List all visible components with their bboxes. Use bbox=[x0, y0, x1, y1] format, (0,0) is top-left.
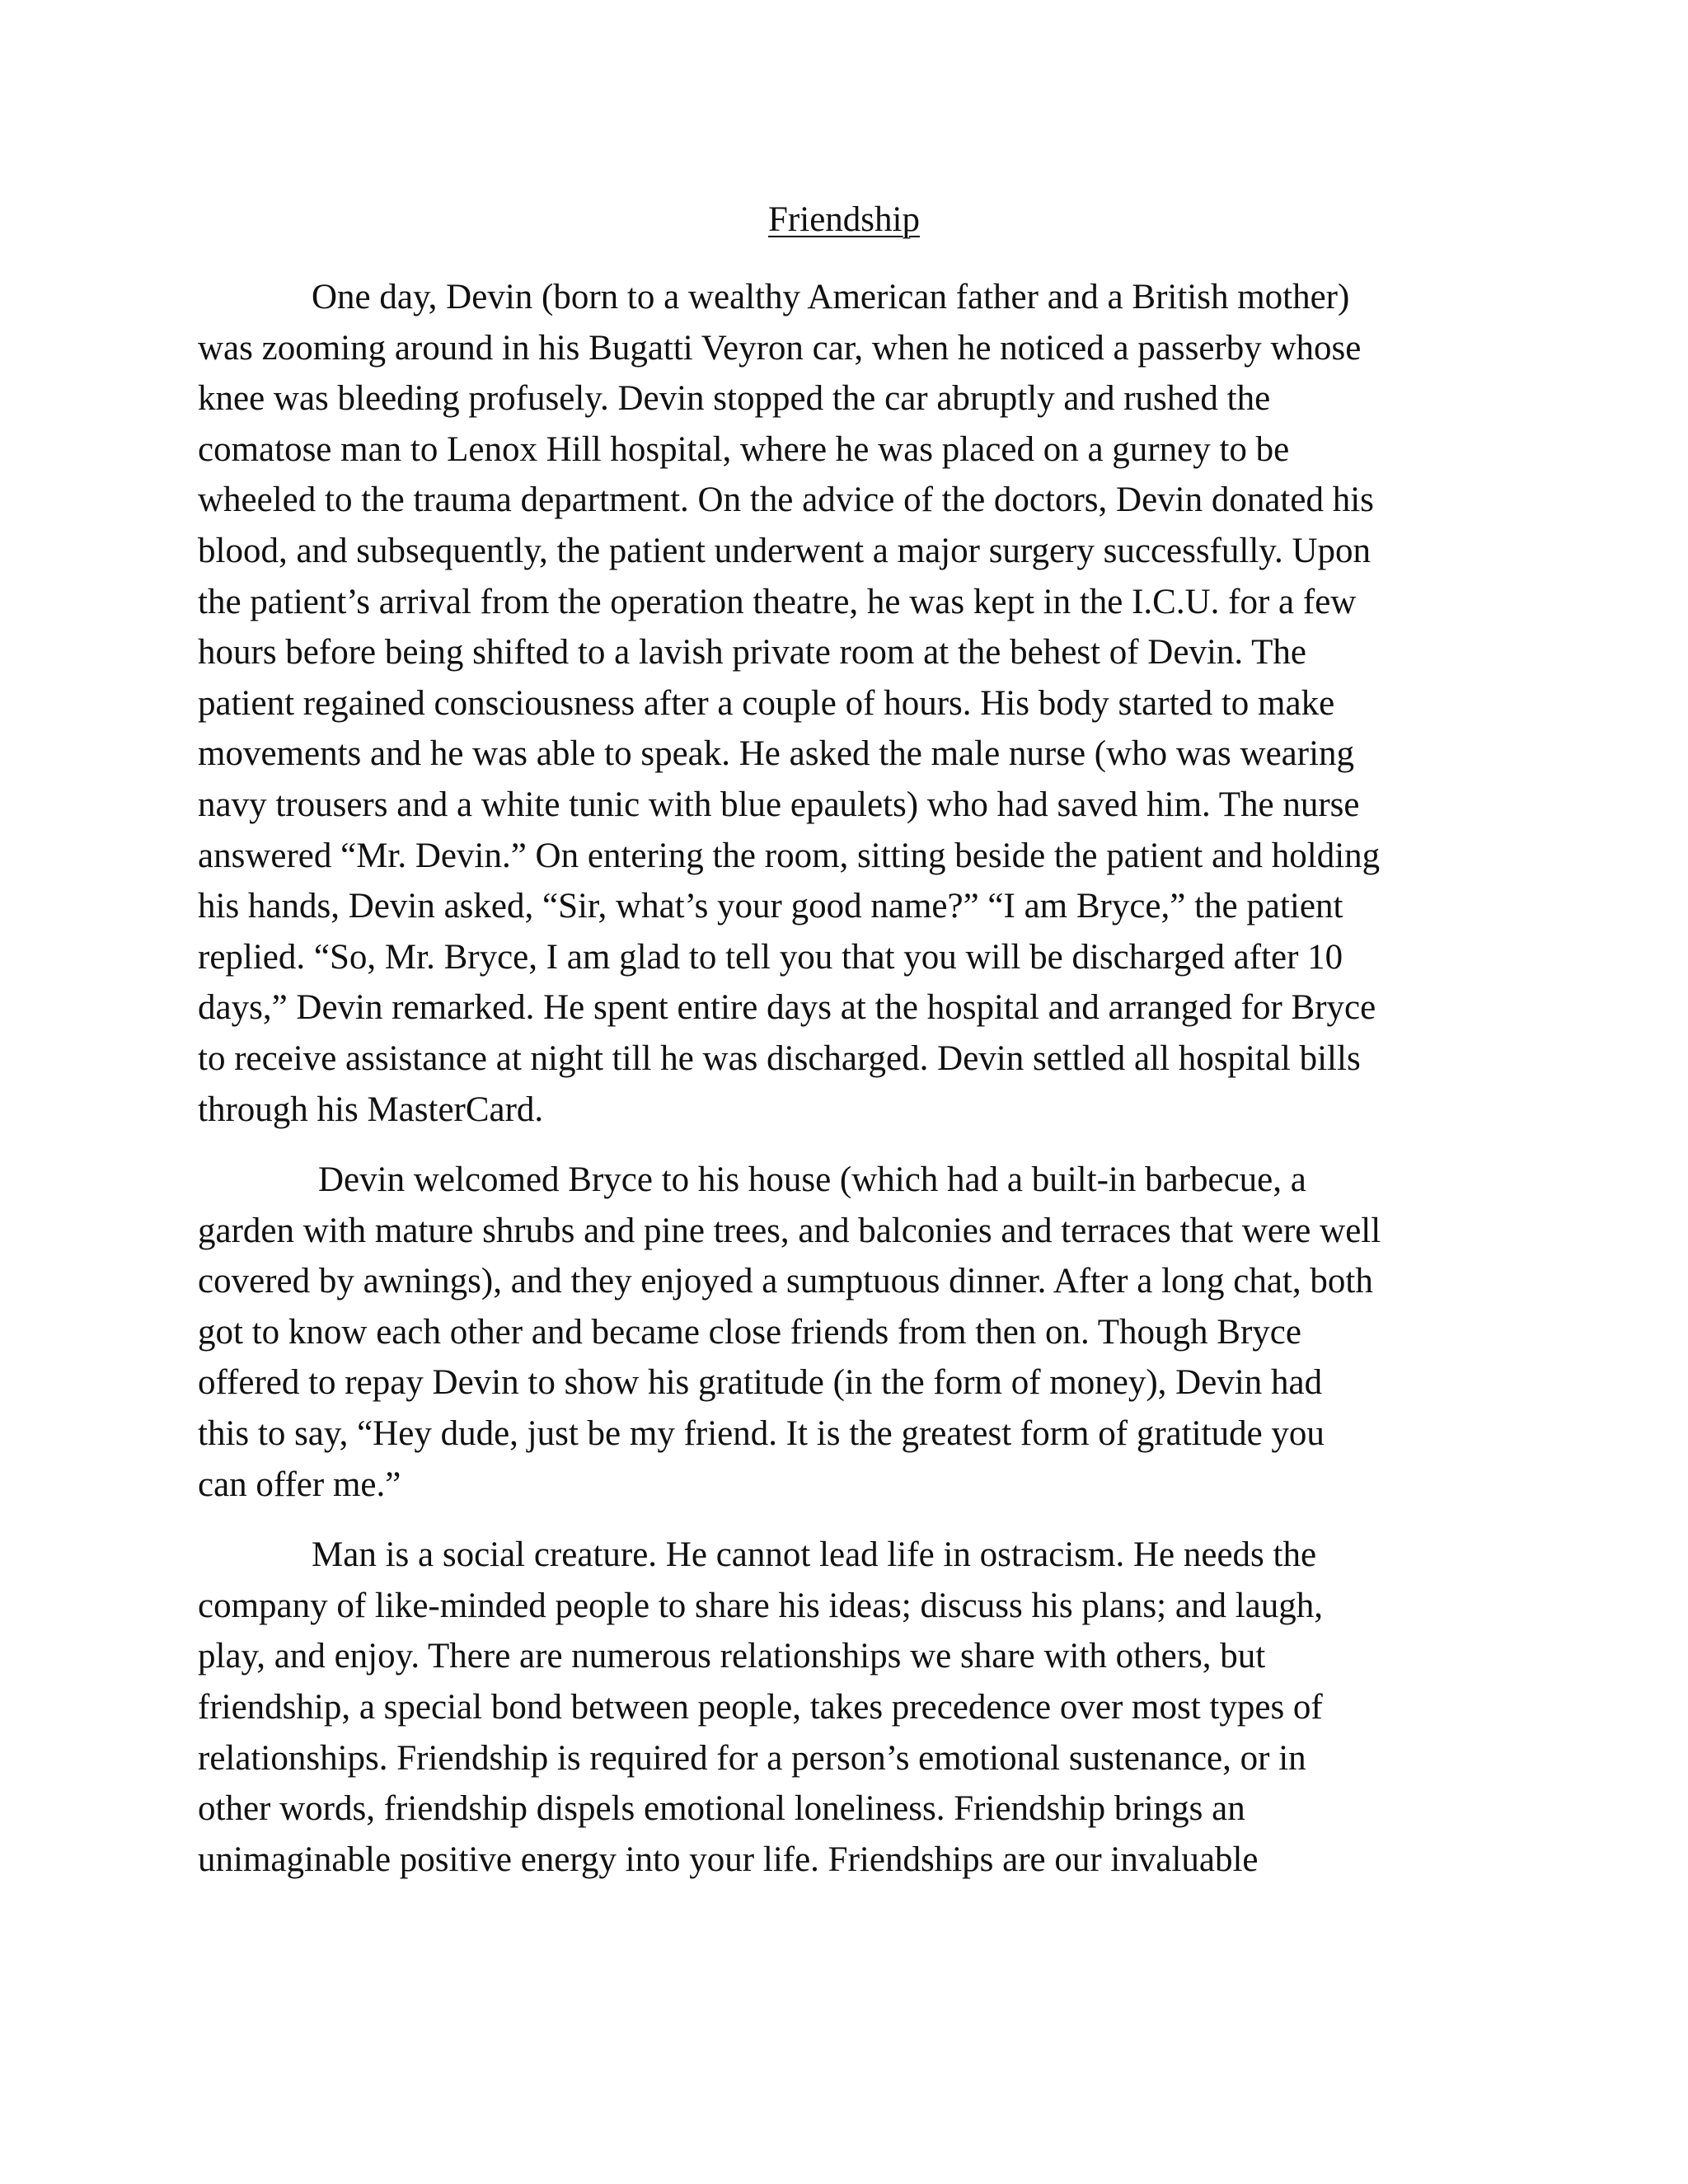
document-body bbox=[198, 272, 1517, 1885]
paragraph-line: unimaginable positive energy into your life. Friendships are our invaluable bbox=[198, 1840, 1259, 1879]
paragraph-line: patient regained consciousness after a couple of hours. His body started to make bbox=[198, 683, 1335, 723]
paragraph-line: movements and he was able to speak. He asked the male nurse (who was wearing bbox=[198, 734, 1355, 774]
paragraph-line: answered “Mr. Devin.” On entering the room, sitting beside the patient and holding bbox=[198, 836, 1381, 875]
paragraph-line: garden with mature shrubs and pine trees, and balconies and terraces that were well bbox=[198, 1211, 1381, 1250]
paragraph-line: replied. “So, Mr. Bryce, I am glad to tell you that you will be discharged after 10 bbox=[198, 937, 1343, 977]
paragraph-line: knee was bleeding profusely. Devin stopped the car abruptly and rushed the bbox=[198, 379, 1271, 419]
paragraph-gap bbox=[198, 1135, 1517, 1155]
paragraph-line: Devin welcomed Bryce to his house (which had a built-in barbecue, a bbox=[318, 1160, 1306, 1200]
paragraph-3 bbox=[198, 1530, 1517, 1885]
paragraph-line: to receive assistance at night till he was discharged. Devin settled all hospital bills bbox=[198, 1038, 1361, 1078]
paragraph-line: the patient’s arrival from the operation theatre, he was kept in the I.C.U. for a few bbox=[198, 582, 1357, 621]
paragraph-line: other words, friendship dispels emotional loneliness. Friendship brings an bbox=[198, 1789, 1245, 1829]
paragraph-line: hours before being shifted to a lavish private room at the behest of Devin. The bbox=[198, 633, 1306, 673]
paragraph-line: company of like-minded people to share his ideas; discuss his plans; and laugh, bbox=[198, 1586, 1323, 1625]
paragraph-gap bbox=[198, 1510, 1517, 1530]
paragraph-line: through his MasterCard. bbox=[198, 1090, 544, 1129]
paragraph-line: comatose man to Lenox Hill hospital, where he was placed on a gurney to be bbox=[198, 429, 1290, 469]
paragraph-line: wheeled to the trauma department. On the advice of the doctors, Devin donated his bbox=[198, 480, 1374, 520]
paragraph-line: navy trousers and a white tunic with blue epaulets) who had saved him. The nurse bbox=[198, 785, 1360, 824]
paragraph-line: can offer me.” bbox=[198, 1465, 401, 1504]
paragraph-1 bbox=[198, 272, 1517, 1135]
paragraph-line: was zooming around in his Bugatti Veyron car, when he noticed a passerby whose bbox=[198, 328, 1362, 368]
paragraph-line: this to say, “Hey dude, just be my friend. It is the greatest form of gratitude you bbox=[198, 1414, 1325, 1454]
paragraph-line: got to know each other and became close friends from then on. Though Bryce bbox=[198, 1312, 1301, 1352]
paragraph-line: his hands, Devin asked, “Sir, what’s your good name?” “I am Bryce,” the patient bbox=[198, 887, 1343, 926]
paragraph-2 bbox=[198, 1155, 1517, 1510]
document-title bbox=[0, 194, 1688, 246]
paragraph-line: offered to repay Devin to show his gratitude (in the form of money), Devin had bbox=[198, 1363, 1323, 1403]
paragraph-line: covered by awnings), and they enjoyed a sumptuous dinner. After a long chat, both bbox=[198, 1262, 1373, 1301]
paragraph-line: blood, and subsequently, the patient underwent a major surgery successfully. Upon bbox=[198, 531, 1372, 570]
paragraph-line: Man is a social creature. He cannot lead life in ostracism. He needs the bbox=[312, 1535, 1317, 1575]
paragraph-line: friendship, a special bond between people, takes precedence over most types of bbox=[198, 1688, 1323, 1727]
paragraph-line: play, and enjoy. There are numerous relationships we share with others, but bbox=[198, 1637, 1266, 1676]
paragraph-line: One day, Devin (born to a wealthy American father and a British mother) bbox=[312, 278, 1350, 316]
paragraph-line: relationships. Friendship is required for a person’s emotional sustenance, or in bbox=[198, 1738, 1306, 1778]
title-text: Friendship bbox=[768, 200, 920, 239]
paragraph-line: days,” Devin remarked. He spent entire days at the hospital and arranged for Bryce bbox=[198, 988, 1376, 1028]
